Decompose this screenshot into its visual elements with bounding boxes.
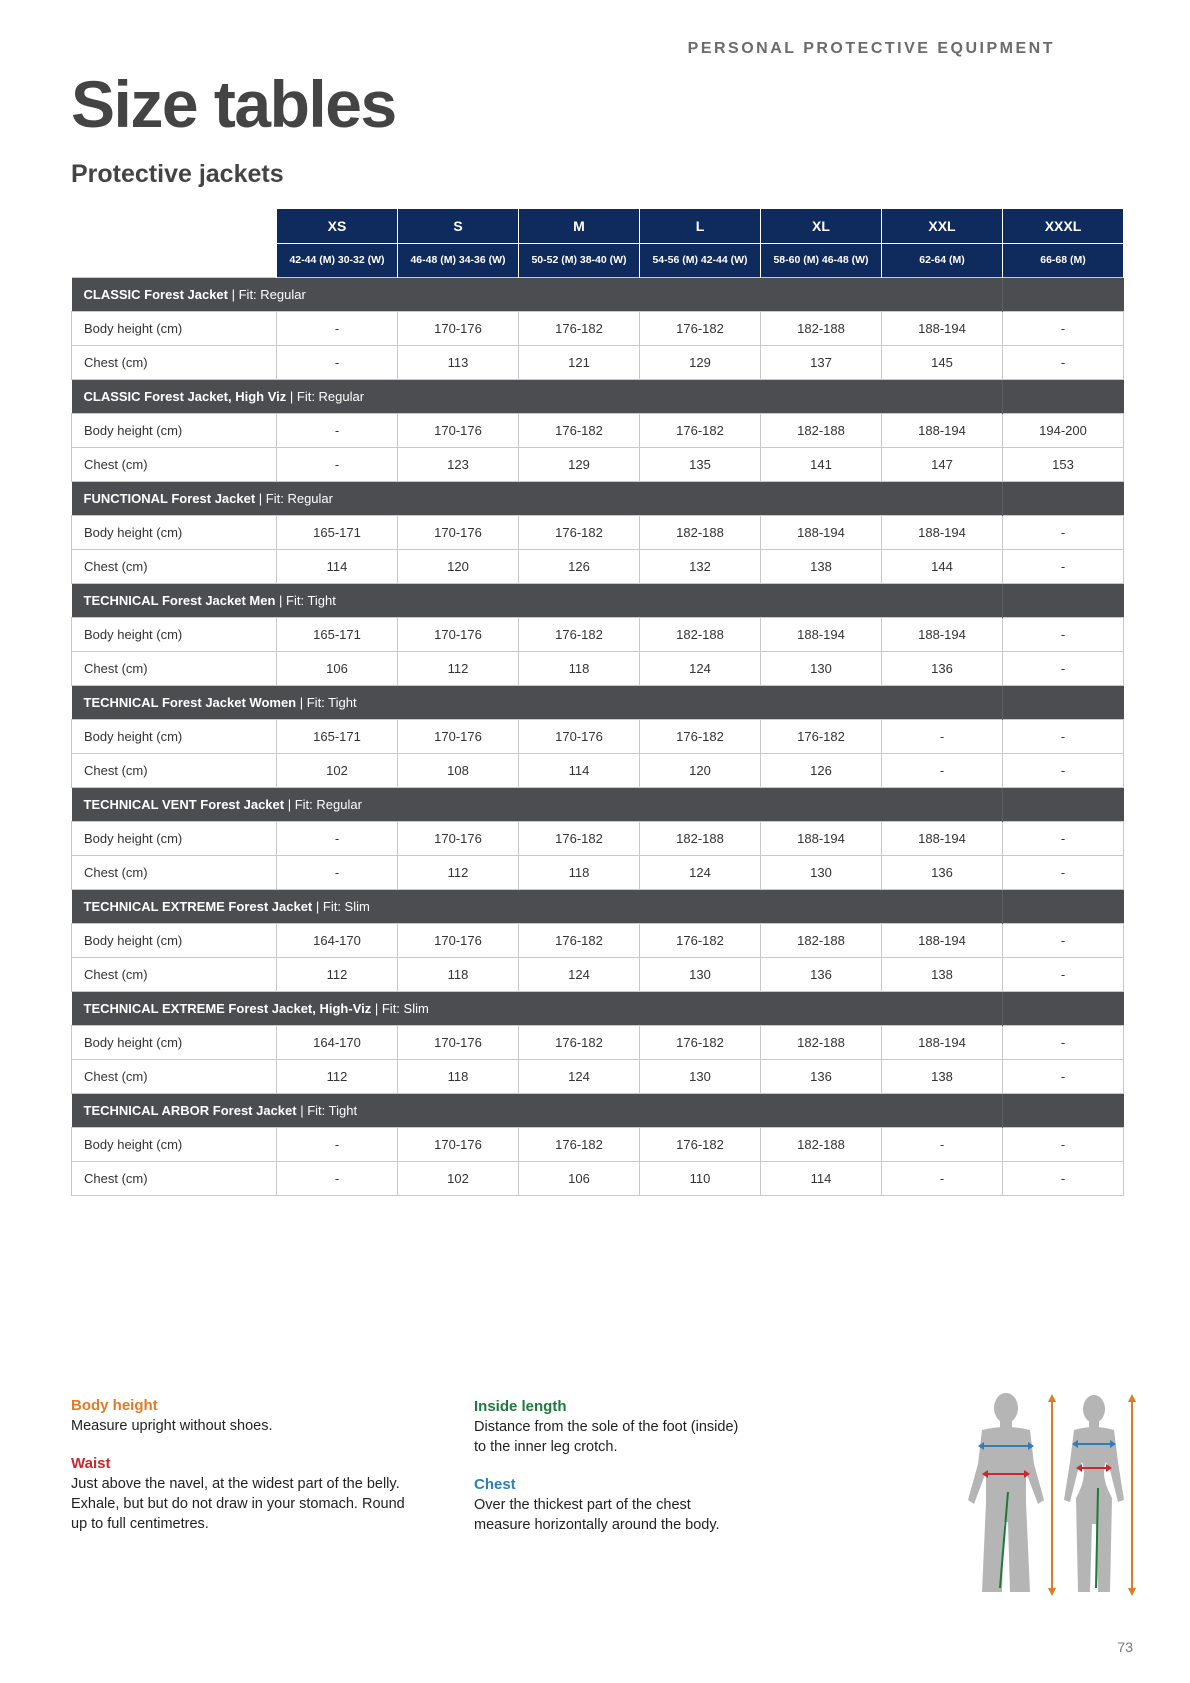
product-group-filler (1003, 787, 1124, 821)
product-group-row (72, 889, 1124, 923)
legend-right (474, 1397, 744, 1535)
size-header-l: L (640, 209, 761, 243)
table-cell: 112 (277, 957, 398, 991)
product-fit: Fit: Regular (294, 796, 362, 812)
table-cell: 182-188 (761, 311, 882, 345)
table-cell: 113 (398, 345, 519, 379)
measurement-label: Chest (cm) (72, 957, 277, 991)
product-fit: Fit: Tight (286, 592, 336, 608)
product-group-row (72, 991, 1124, 1025)
product-group-row (72, 481, 1124, 515)
table-cell: 138 (882, 957, 1003, 991)
table-cell: 188-194 (882, 515, 1003, 549)
table-cell: - (1003, 923, 1124, 957)
table-row (72, 719, 1124, 753)
product-group-filler (1003, 583, 1124, 617)
table-cell: 188-194 (882, 821, 1003, 855)
table-cell: 176-182 (519, 1127, 640, 1161)
table-row (72, 957, 1124, 991)
table-cell: 170-176 (398, 1025, 519, 1059)
table-cell: 118 (519, 651, 640, 685)
table-cell: 138 (761, 549, 882, 583)
table-cell: - (277, 413, 398, 447)
table-cell: 170-176 (398, 311, 519, 345)
table-row (72, 345, 1124, 379)
table-cell: 130 (640, 1059, 761, 1093)
product-group-label (72, 685, 1003, 719)
table-cell: - (1003, 617, 1124, 651)
eu-size-header-row (72, 243, 1124, 277)
table-cell: 176-182 (640, 923, 761, 957)
table-cell: 176-182 (519, 1025, 640, 1059)
fit-separator: | (255, 490, 266, 506)
product-group-row (72, 379, 1124, 413)
body-height-legend-text: Measure upright without shoes. (71, 1418, 273, 1434)
table-cell: 188-194 (882, 1025, 1003, 1059)
table-cell: - (1003, 821, 1124, 855)
product-group-row (72, 583, 1124, 617)
table-cell: 182-188 (640, 821, 761, 855)
product-group-label (72, 1093, 1003, 1127)
table-cell: 118 (398, 1059, 519, 1093)
product-group-filler (1003, 889, 1124, 923)
table-cell: 170-176 (398, 821, 519, 855)
table-cell: 188-194 (882, 413, 1003, 447)
table-cell: 147 (882, 447, 1003, 481)
table-row (72, 311, 1124, 345)
table-cell: 130 (640, 957, 761, 991)
table-cell: 121 (519, 345, 640, 379)
table-cell: 136 (882, 855, 1003, 889)
measurement-label: Chest (cm) (72, 447, 277, 481)
product-name: FUNCTIONAL Forest Jacket (83, 490, 256, 506)
table-subtitle: Protective jackets (71, 160, 284, 188)
table-cell: 182-188 (640, 515, 761, 549)
table-cell: 188-194 (882, 311, 1003, 345)
table-cell: 170-176 (398, 923, 519, 957)
product-group-label (72, 889, 1003, 923)
table-cell: 141 (761, 447, 882, 481)
table-cell: 110 (640, 1161, 761, 1195)
eu-size-xs: 42-44 (M) 30-32 (W) (277, 243, 398, 277)
table-cell: - (1003, 1161, 1124, 1195)
table-cell: 164-170 (277, 1025, 398, 1059)
product-group-label (72, 481, 1003, 515)
measurement-label: Body height (cm) (72, 821, 277, 855)
table-cell: 102 (398, 1161, 519, 1195)
product-name: CLASSIC Forest Jacket (83, 286, 228, 302)
table-cell: - (1003, 311, 1124, 345)
table-cell: - (277, 345, 398, 379)
table-cell: 124 (519, 1059, 640, 1093)
size-table (71, 209, 1124, 1196)
table-cell: 153 (1003, 447, 1124, 481)
table-row (72, 821, 1124, 855)
table-cell: 176-182 (640, 413, 761, 447)
table-cell: 124 (640, 855, 761, 889)
table-cell: 106 (519, 1161, 640, 1195)
table-cell: 176-182 (640, 1025, 761, 1059)
product-group-label (72, 583, 1003, 617)
table-row (72, 413, 1124, 447)
product-group-label (72, 991, 1003, 1025)
page-title: Size tables (71, 67, 396, 141)
product-group-label (72, 277, 1003, 311)
table-cell: 118 (398, 957, 519, 991)
product-name: TECHNICAL VENT Forest Jacket (83, 796, 285, 812)
table-cell: - (277, 311, 398, 345)
table-cell: 176-182 (519, 923, 640, 957)
table-cell: 182-188 (761, 1025, 882, 1059)
measurement-label: Body height (cm) (72, 617, 277, 651)
product-group-label (72, 787, 1003, 821)
table-row (72, 753, 1124, 787)
table-cell: 145 (882, 345, 1003, 379)
product-fit: Fit: Regular (296, 388, 365, 404)
product-fit: Fit: Slim (322, 898, 370, 914)
eu-size-xxxl: 66-68 (M) (1003, 243, 1124, 277)
table-cell: 137 (761, 345, 882, 379)
measurement-label: Chest (cm) (72, 753, 277, 787)
table-cell: 129 (519, 447, 640, 481)
measurement-label: Body height (cm) (72, 923, 277, 957)
table-cell: 176-182 (519, 413, 640, 447)
product-name: TECHNICAL ARBOR Forest Jacket (83, 1102, 297, 1118)
size-header-xxxl: XXXL (1003, 209, 1124, 243)
table-cell: 170-176 (398, 719, 519, 753)
table-cell: - (1003, 1025, 1124, 1059)
table-cell: 112 (277, 1059, 398, 1093)
table-cell: - (1003, 345, 1124, 379)
product-fit: Fit: Regular (238, 286, 306, 302)
product-group-row (72, 277, 1124, 311)
table-cell: 123 (398, 447, 519, 481)
inside-length-legend-title: Inside length (474, 1398, 567, 1415)
fit-separator: | (296, 1102, 308, 1118)
table-cell: 135 (640, 447, 761, 481)
table-cell: 176-182 (640, 719, 761, 753)
product-group-filler (1003, 277, 1124, 311)
header-corner (72, 209, 277, 243)
product-name: TECHNICAL EXTREME Forest Jacket (83, 898, 313, 914)
fit-separator: | (286, 388, 297, 404)
product-group-row (72, 685, 1124, 719)
table-cell: 165-171 (277, 515, 398, 549)
measurement-label: Chest (cm) (72, 1059, 277, 1093)
table-cell: 176-182 (640, 311, 761, 345)
product-fit: Fit: Regular (265, 490, 333, 506)
product-group-filler (1003, 481, 1124, 515)
table-row (72, 1059, 1124, 1093)
product-group-filler (1003, 1093, 1124, 1127)
fit-separator: | (371, 1000, 382, 1016)
male-figure-icon (968, 1393, 1044, 1592)
table-cell: 176-182 (519, 617, 640, 651)
table-cell: - (882, 1161, 1003, 1195)
measurement-figures (960, 1392, 1140, 1602)
table-cell: 114 (519, 753, 640, 787)
body-height-legend-title: Body height (71, 1397, 158, 1414)
measurement-label: Body height (cm) (72, 311, 277, 345)
table-cell: - (1003, 651, 1124, 685)
product-name: TECHNICAL Forest Jacket Women (83, 694, 297, 710)
fit-separator: | (312, 898, 323, 914)
table-cell: - (1003, 957, 1124, 991)
table-cell: 136 (761, 957, 882, 991)
table-cell: 182-188 (761, 923, 882, 957)
table-cell: 176-182 (519, 311, 640, 345)
table-cell: 114 (277, 549, 398, 583)
table-cell: 126 (761, 753, 882, 787)
product-name: TECHNICAL Forest Jacket Men (83, 592, 276, 608)
waist-legend-text: Just above the navel, at the widest part of the belly. Exhale, but but do not draw in your stomach. Round up to full centimetres. (71, 1476, 405, 1532)
measurement-label: Chest (cm) (72, 1161, 277, 1195)
table-cell: 182-188 (640, 617, 761, 651)
size-header-xxl: XXL (882, 209, 1003, 243)
table-row (72, 447, 1124, 481)
table-cell: 108 (398, 753, 519, 787)
chest-legend-text: Over the thickest part of the chest measure horizontally around the body. (474, 1497, 720, 1533)
page-number: 73 (1117, 1639, 1133, 1655)
table-cell: 176-182 (640, 1127, 761, 1161)
product-group-filler (1003, 685, 1124, 719)
table-cell: - (277, 821, 398, 855)
table-cell: 136 (761, 1059, 882, 1093)
product-group-label (72, 379, 1003, 413)
measurement-label: Chest (cm) (72, 855, 277, 889)
table-cell: 194-200 (1003, 413, 1124, 447)
eu-size-xxl: 62-64 (M) (882, 243, 1003, 277)
table-cell: 138 (882, 1059, 1003, 1093)
measurement-label: Chest (cm) (72, 345, 277, 379)
table-cell: 176-182 (761, 719, 882, 753)
table-cell: - (1003, 515, 1124, 549)
size-header-s: S (398, 209, 519, 243)
table-cell: 102 (277, 753, 398, 787)
product-group-row (72, 1093, 1124, 1127)
measurement-label: Chest (cm) (72, 651, 277, 685)
table-cell: 114 (761, 1161, 882, 1195)
table-cell: 124 (640, 651, 761, 685)
size-header-row (72, 209, 1124, 243)
fit-separator: | (228, 286, 239, 302)
table-cell: - (882, 1127, 1003, 1161)
eu-size-m: 50-52 (M) 38-40 (W) (519, 243, 640, 277)
table-cell: 188-194 (882, 923, 1003, 957)
table-cell: 112 (398, 651, 519, 685)
table-cell: - (1003, 1059, 1124, 1093)
product-name: TECHNICAL EXTREME Forest Jacket, High-Viz (83, 1000, 372, 1016)
fit-separator: | (296, 694, 307, 710)
header-corner (72, 243, 277, 277)
table-cell: 165-171 (277, 719, 398, 753)
size-header-xl: XL (761, 209, 882, 243)
table-row (72, 1161, 1124, 1195)
table-cell: 144 (882, 549, 1003, 583)
female-figure-icon (1064, 1395, 1124, 1592)
table-cell: - (1003, 753, 1124, 787)
table-cell: - (1003, 549, 1124, 583)
table-cell: 170-176 (398, 617, 519, 651)
table-cell: 120 (398, 549, 519, 583)
table-cell: 130 (761, 651, 882, 685)
measurement-label: Body height (cm) (72, 515, 277, 549)
table-row (72, 855, 1124, 889)
measurement-label: Body height (cm) (72, 1025, 277, 1059)
table-cell: - (1003, 719, 1124, 753)
table-cell: 129 (640, 345, 761, 379)
table-cell: 112 (398, 855, 519, 889)
product-group-row (72, 787, 1124, 821)
table-cell: - (277, 855, 398, 889)
table-cell: 188-194 (761, 821, 882, 855)
inside-length-legend-text: Distance from the sole of the foot (inside) to the inner leg crotch. (474, 1419, 739, 1455)
legend-left (71, 1396, 411, 1534)
table-row (72, 617, 1124, 651)
table-cell: 188-194 (882, 617, 1003, 651)
table-cell: 176-182 (519, 821, 640, 855)
table-cell: 165-171 (277, 617, 398, 651)
eu-size-xl: 58-60 (M) 46-48 (W) (761, 243, 882, 277)
table-cell: - (1003, 1127, 1124, 1161)
table-cell: 126 (519, 549, 640, 583)
section-label: PERSONAL PROTECTIVE EQUIPMENT (687, 40, 1055, 57)
table-cell: 130 (761, 855, 882, 889)
table-cell: 106 (277, 651, 398, 685)
table-cell: 118 (519, 855, 640, 889)
product-name: CLASSIC Forest Jacket, High Viz (83, 388, 287, 404)
table-cell: 164-170 (277, 923, 398, 957)
product-fit: Fit: Slim (381, 1000, 429, 1016)
measurement-label: Body height (cm) (72, 1127, 277, 1161)
table-cell: 170-176 (398, 515, 519, 549)
table-body (72, 277, 1124, 1195)
table-cell: - (277, 447, 398, 481)
waist-legend-title: Waist (71, 1455, 111, 1472)
measurement-label: Chest (cm) (72, 549, 277, 583)
fit-separator: | (275, 592, 287, 608)
table-cell: 132 (640, 549, 761, 583)
table-cell: 170-176 (519, 719, 640, 753)
table-row (72, 651, 1124, 685)
table-cell: 170-176 (398, 1127, 519, 1161)
chest-legend-title: Chest (474, 1476, 516, 1493)
table-row (72, 1025, 1124, 1059)
table-row (72, 515, 1124, 549)
table-row (72, 1127, 1124, 1161)
product-fit: Fit: Tight (307, 1102, 358, 1118)
table-cell: - (1003, 855, 1124, 889)
measurement-label: Body height (cm) (72, 413, 277, 447)
table-cell: - (277, 1127, 398, 1161)
size-header-m: M (519, 209, 640, 243)
table-cell: 182-188 (761, 413, 882, 447)
product-group-filler (1003, 379, 1124, 413)
table-cell: 188-194 (761, 617, 882, 651)
size-header-xs: XS (277, 209, 398, 243)
table-cell: - (882, 753, 1003, 787)
table-row (72, 923, 1124, 957)
product-group-filler (1003, 991, 1124, 1025)
table-cell: 170-176 (398, 413, 519, 447)
table-cell: 124 (519, 957, 640, 991)
eu-size-s: 46-48 (M) 34-36 (W) (398, 243, 519, 277)
table-cell: 182-188 (761, 1127, 882, 1161)
table-cell: 120 (640, 753, 761, 787)
eu-size-l: 54-56 (M) 42-44 (W) (640, 243, 761, 277)
table-cell: 176-182 (519, 515, 640, 549)
table-cell: - (277, 1161, 398, 1195)
table-cell: - (882, 719, 1003, 753)
table-cell: 136 (882, 651, 1003, 685)
table-cell: 188-194 (761, 515, 882, 549)
table-row (72, 549, 1124, 583)
measurement-label: Body height (cm) (72, 719, 277, 753)
fit-separator: | (284, 796, 295, 812)
product-fit: Fit: Tight (306, 694, 357, 710)
